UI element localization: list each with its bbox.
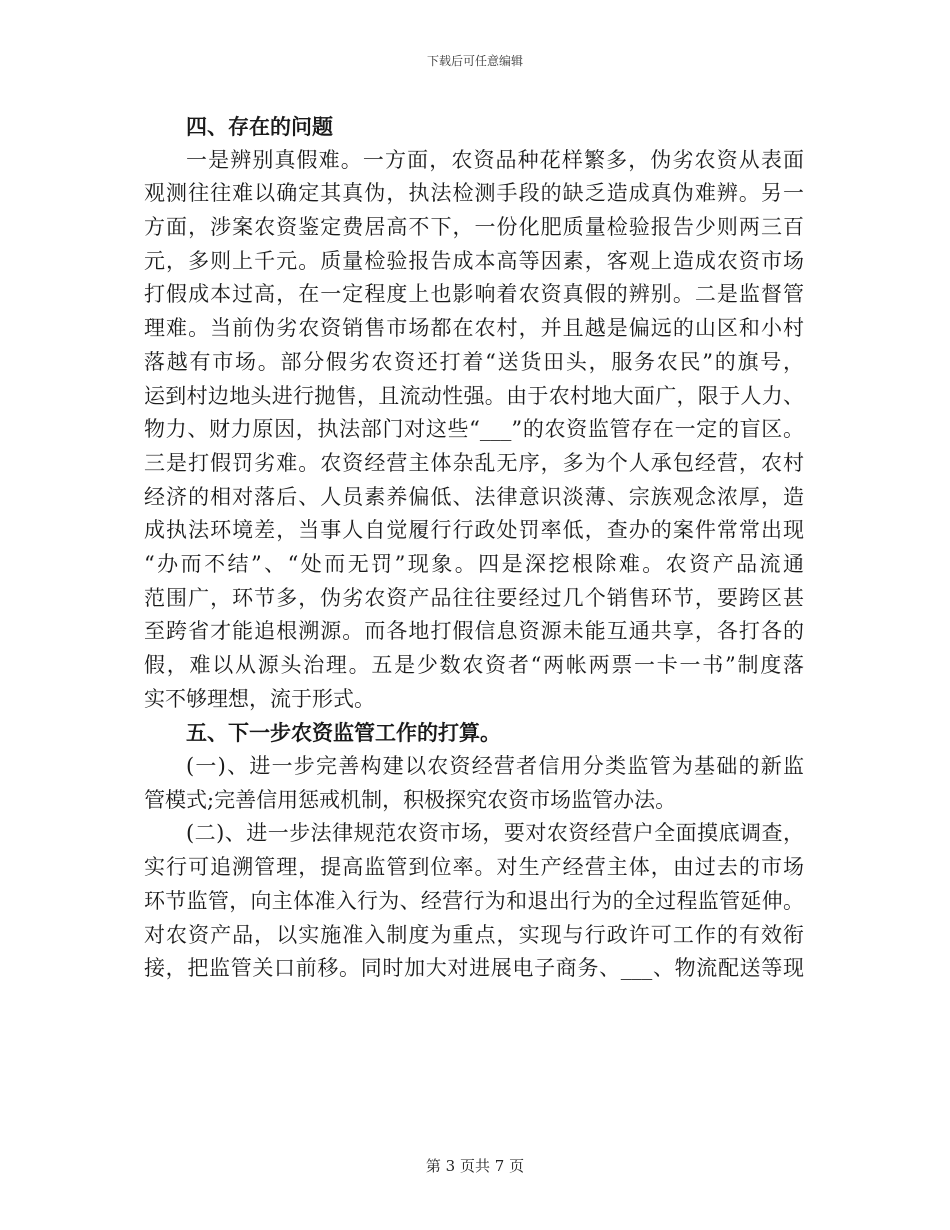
paragraph-line: 假，难以从源头治理。五是少数农资者“两帐两票一卡一书”制度落 — [144, 653, 804, 677]
page-number: 第 3 页共 7 页 — [425, 1157, 525, 1175]
document-body — [144, 110, 804, 986]
paragraph-line: 观测往往难以确定其真伪，执法检测手段的缺乏造成真伪难辨。另一 — [144, 181, 804, 206]
paragraph-line: 物力、财力原因，执法部门对这些“___”的农资监管存在一定的盲区。 — [144, 417, 804, 442]
paragraph-line: 经济的相对落后、人员素养偏低、法律意识淡薄、宗族观念浓厚，造 — [144, 484, 804, 509]
paragraph-line: 理难。当前伪劣农资销售市场都在农村，并且越是偏远的山区和小村 — [144, 316, 804, 341]
paragraph-line: 三是打假罚劣难。农资经营主体杂乱无序，多为个人承包经营，农村 — [144, 450, 804, 475]
paragraph-line: 一是辨别真假难。一方面，农资品种花样繁多，伪劣农资从表面 — [186, 147, 804, 172]
paragraph-line: 实不够理想，流于形式。 — [144, 686, 375, 711]
paragraph-line: 落越有市场。部分假劣农资还打着“送货田头，服务农民”的旗号， — [144, 349, 804, 374]
paragraph-line: 运到村边地头进行抛售，且流动性强。由于农村地大面广，限于人力、 — [144, 383, 804, 408]
paragraph-line: (二)、进一步法律规范农资市场，要对农资经营户全面摸底调查， — [186, 821, 804, 846]
paragraph-line: 元，多则上千元。质量检验报告成本高等因素，客观上造成农资市场 — [144, 248, 804, 273]
paragraph-line: 成执法环境差，当事人自觉履行行政处罚率低，查办的案件常常出现 — [144, 518, 804, 543]
page-header: 下载后可任意编辑 — [426, 54, 523, 68]
section-heading-problems: 四、存在的问题 — [186, 114, 333, 139]
section-heading-next-steps: 五、下一步农资监管工作的打算。 — [186, 720, 501, 746]
paragraph-line: 实行可追溯管理，提高监管到位率。对生产经营主体，由过去的市场 — [144, 855, 804, 880]
paragraph-line: (一)、进一步完善构建以农资经营者信用分类监管为基础的新监 — [186, 754, 804, 779]
paragraph-line: 范围广，环节多，伪劣农资产品往往要经过几个销售环节，要跨区甚 — [144, 585, 804, 610]
paragraph-line: 方面，涉案农资鉴定费居高不下，一份化肥质量检验报告少则两三百 — [144, 215, 804, 240]
paragraph-line: 打假成本过高，在一定程度上也影响着农资真假的辨别。二是监督管 — [144, 282, 804, 307]
paragraph-line: 对农资产品，以实施准入制度为重点，实现与行政许可工作的有效衔 — [144, 922, 804, 947]
paragraph-line: 接，把监管关口前移。同时加大对进展电子商务、___、物流配送等现 — [144, 956, 804, 981]
paragraph-line: “办而不结”、“处而无罚”现象。四是深挖根除难。农资产品流通 — [144, 551, 804, 576]
paragraph-line: 环节监管，向主体准入行为、经营行为和退出行为的全过程监管延伸。 — [144, 888, 804, 913]
paragraph-line: 至跨省才能追根溯源。而各地打假信息资源未能互通共享，各打各的 — [144, 619, 804, 644]
paragraph-line: 管模式;完善信用惩戒机制，积极探究农资市场监管办法。 — [144, 787, 677, 812]
